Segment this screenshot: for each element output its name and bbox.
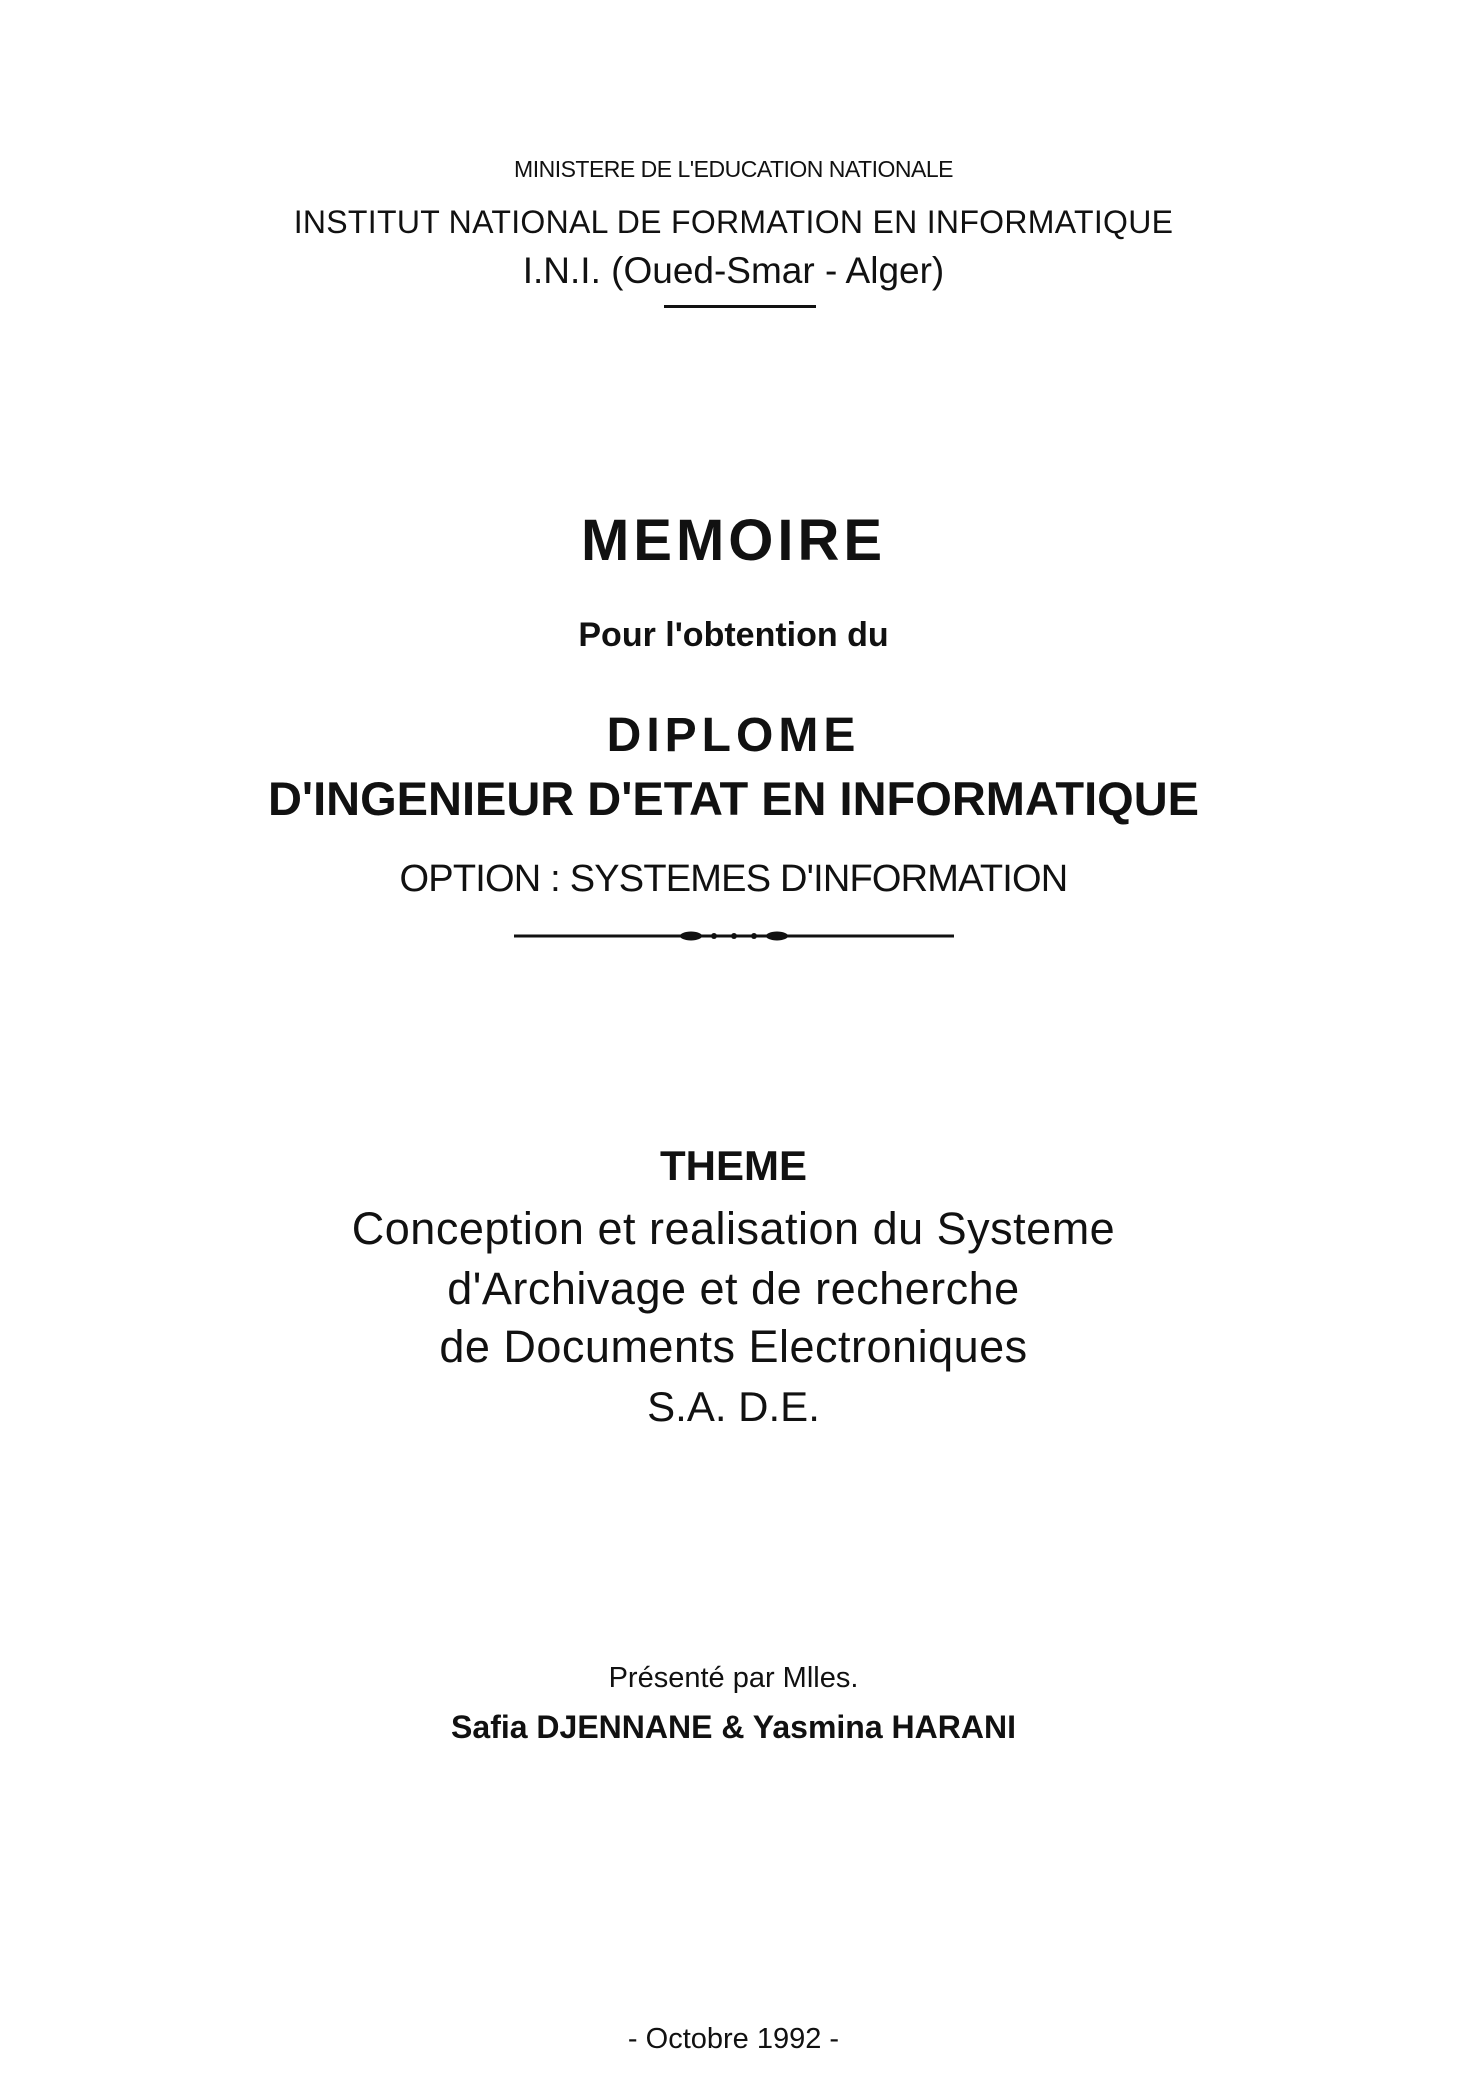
theme-line: d'Archivage et de recherche (447, 1263, 1020, 1314)
degree-title: D'INGENIEUR D'ETAT EN INFORMATIQUE (267, 772, 1199, 825)
presented-by: Présenté par Mlles. (608, 1662, 859, 1694)
document-type: MEMOIRE (580, 508, 887, 573)
author-names: Safia DJENNANE & Yasmina HARANI (451, 1709, 1016, 1745)
theme-label: THEME (660, 1142, 807, 1189)
theme-line: Conception et realisation du Systeme (351, 1203, 1116, 1254)
header-divider (664, 305, 816, 308)
theme-line: de Documents Electroniques (439, 1321, 1028, 1372)
theme-acronym: S.A. D.E. (647, 1383, 820, 1430)
institute-name: INSTITUT NATIONAL DE FORMATION EN INFORMATIQUE (293, 204, 1174, 240)
ornamental-divider (514, 926, 954, 946)
obtention-text: Pour l'obtention du (578, 616, 889, 654)
submission-date: - Octobre 1992 - (627, 2023, 840, 2055)
ministry-name: MINISTERE DE L'EDUCATION NATIONALE (514, 156, 953, 182)
diploma-heading: DIPLOME (606, 709, 861, 762)
option-specialty: OPTION : SYSTEMES D'INFORMATION (399, 858, 1068, 900)
institute-location: I.N.I. (Oued-Smar - Alger) (522, 250, 945, 291)
